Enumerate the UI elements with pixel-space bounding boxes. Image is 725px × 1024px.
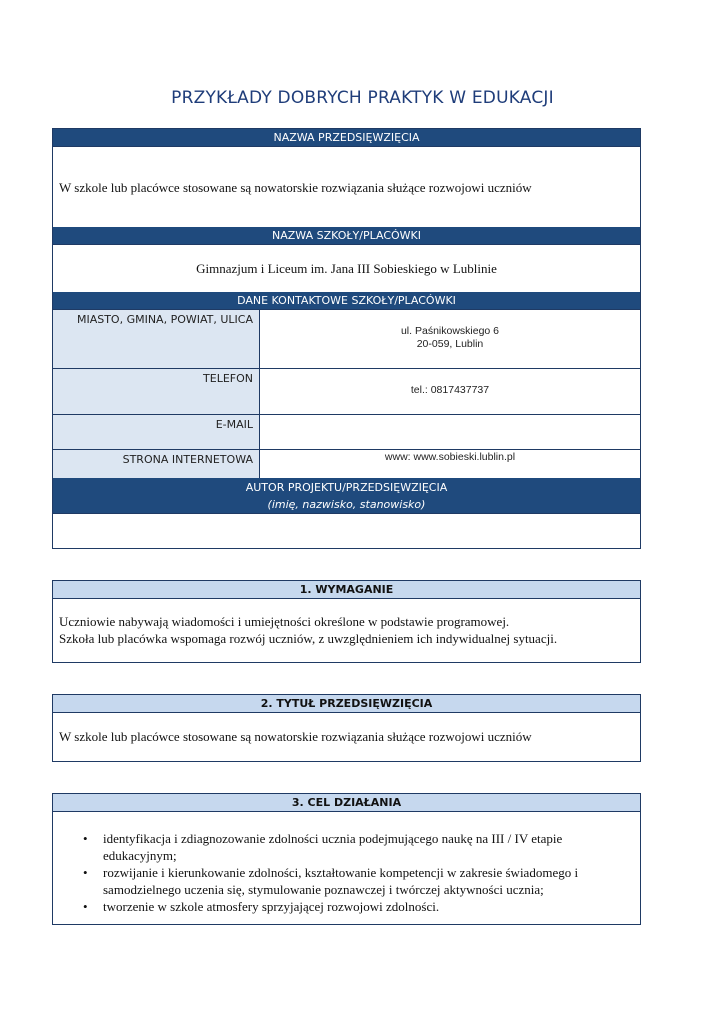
bullet-icon: •: [83, 831, 88, 846]
project-name-cell: [53, 146, 640, 227]
address-row: [53, 309, 640, 368]
address-street: ul. Paśnikowskiego 6: [400, 325, 500, 337]
title-header: 2. TYTUŁ PRZEDSIĘWZIĘCIA: [53, 695, 640, 713]
address-label: MIASTO, GMINA, POWIAT, ULICA: [53, 310, 260, 368]
goal-item-text: identyfikacja i zdiagnozowanie zdolności ucznia podejmującego naukę na III / IV etapie edukacyjnym;: [103, 831, 563, 863]
school-name-header: NAZWA SZKOŁY/PLACÓWKI: [53, 227, 640, 244]
bullet-icon: •: [83, 899, 88, 914]
author-header-title: AUTOR PROJEKTU/PRZEDSIĘWZIĘCIA: [245, 481, 448, 494]
school-name-cell: [53, 244, 640, 292]
requirement-line-2: Szkoła lub placówka wspomaga rozwój uczniów, z uwzględnieniem ich indywidualnej sytuacji.: [59, 631, 558, 646]
website-label: STRONA INTERNETOWA: [53, 450, 260, 478]
goal-header: 3. CEL DZIAŁANIA: [53, 794, 640, 812]
email-label: E-MAIL: [53, 415, 260, 449]
phone-label: TELEFON: [53, 369, 260, 414]
website-value: www: www.sobieski.lublin.pl: [384, 451, 516, 463]
address-value: [260, 310, 640, 368]
requirement-header: 1. WYMAGANIE: [53, 581, 640, 599]
goal-item: [83, 898, 620, 915]
phone-row: [53, 368, 640, 414]
goal-list: [53, 812, 640, 915]
title-value: W szkole lub placówce stosowane są nowatorskie rozwiązania służące rozwojowi uczniów: [59, 729, 532, 744]
contact-header: DANE KONTAKTOWE SZKOŁY/PLACÓWKI: [53, 292, 640, 309]
author-value: [53, 513, 640, 546]
email-value: [260, 415, 640, 449]
phone-value: tel.: 0817437737: [410, 384, 490, 396]
goal-item: [83, 830, 620, 864]
author-header-hint: (imię, nazwisko, stanowisko): [267, 498, 426, 511]
project-info-box: [52, 128, 641, 549]
project-name-value: W szkole lub placówce stosowane są nowatorskie rozwiązania służące rozwojowi uczniów: [59, 180, 532, 195]
project-name-header: NAZWA PRZEDSIĘWZIĘCIA: [53, 129, 640, 146]
goal-item-text: rozwijanie i kierunkowanie zdolności, kształtowanie kompetencji w zakresie świadomego i samodzielnego uczenia się, stymulowanie poznawczej i twórczej aktywności ucznia;: [103, 865, 579, 897]
requirement-body: [53, 599, 640, 647]
requirement-line-1: Uczniowie nabywają wiadomości i umiejętności określone w podstawie programowej.: [59, 614, 510, 629]
school-name-value: Gimnazjum i Liceum im. Jana III Sobieskiego w Lublinie: [196, 261, 497, 276]
bullet-icon: •: [83, 865, 88, 880]
address-city: 20-059, Lublin: [416, 338, 484, 350]
requirement-box: [52, 580, 641, 663]
goal-item: [83, 864, 620, 898]
website-row: [53, 449, 640, 478]
email-row: [53, 414, 640, 449]
goal-item-text: tworzenie w szkole atmosfery sprzyjającej rozwojowi zdolności.: [103, 899, 440, 914]
author-header: [53, 478, 640, 513]
title-box: [52, 694, 641, 762]
goal-box: [52, 793, 641, 925]
page-title: PRZYKŁADY DOBRYCH PRAKTYK W EDUKACJI: [171, 88, 554, 108]
title-body: [53, 713, 640, 745]
